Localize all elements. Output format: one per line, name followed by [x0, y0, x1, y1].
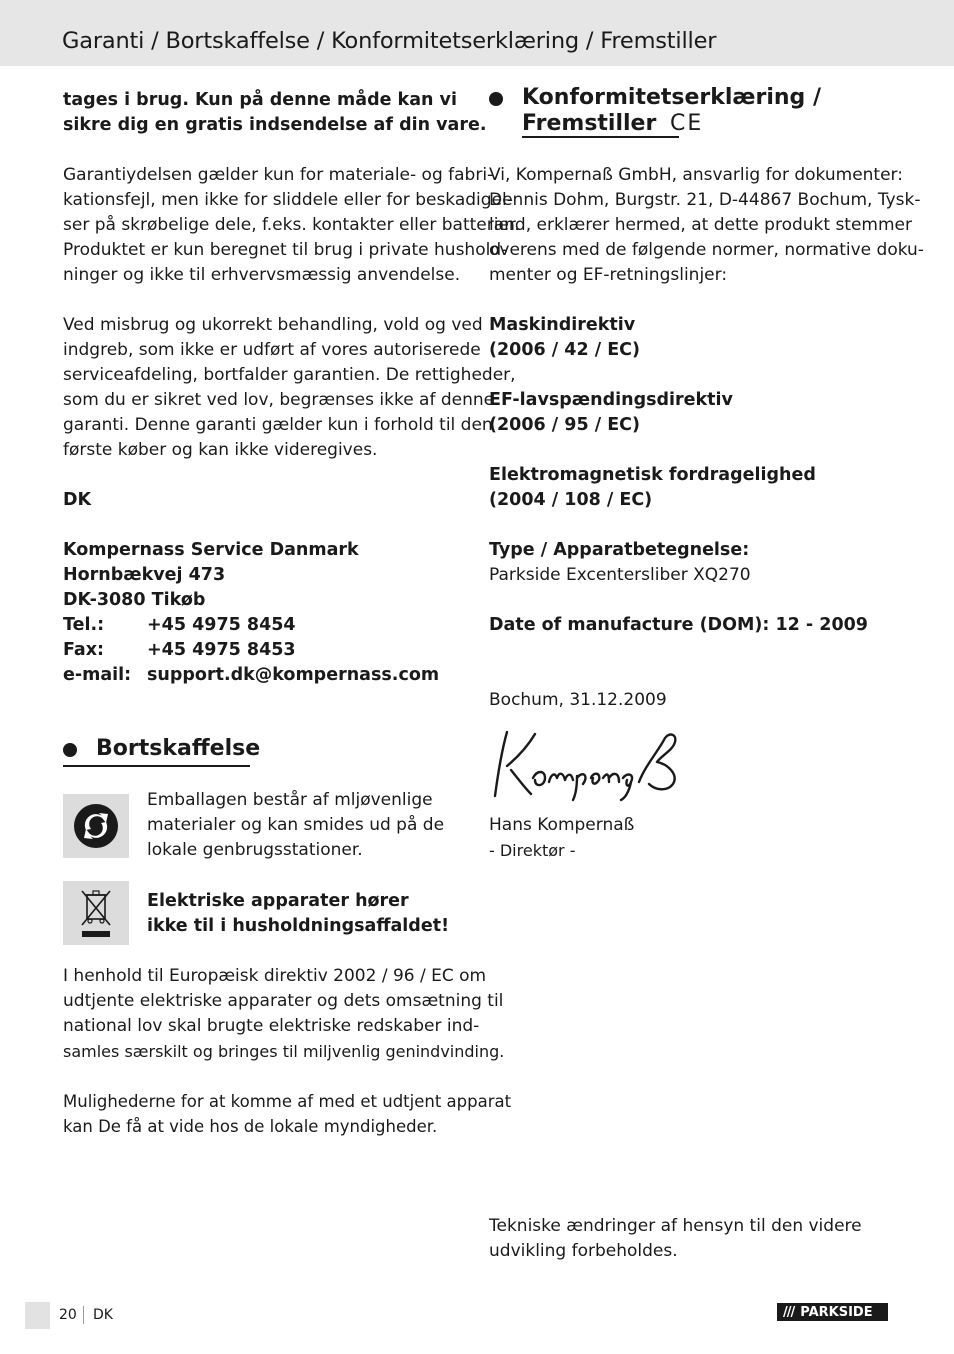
- signer-block: [489, 813, 634, 863]
- warranty-paragraph: Garantiydelsen gælder kun for materiale- og fabri- kationsfejl, men ikke for sliddele eller for beskadigel- ser på skrøbelige dele, f.eks. kontakter eller batterier. Produktet er kun beregnet til brug i private hushold- ninger og ikke til erhvervsmæssig anvendelse.: [63, 165, 520, 285]
- disposal-heading: Bortskaffelse: [96, 736, 261, 761]
- contact-list: [63, 613, 439, 688]
- authorities-paragraph: Mulighederne for at komme af med et udtjent apparat kan De få at vide hos de lokale myndigheder.: [63, 1092, 512, 1136]
- date-of-manufacture: Date of manufacture (DOM): 12 - 2009: [489, 615, 868, 635]
- place-date: Bochum, 31.12.2009: [489, 690, 667, 710]
- contact-email: e-mail: support.dk@kompernass.com: [63, 665, 440, 685]
- directive-emc: Elektromagnetisk fordragelighed (2004 / 108 / EC): [489, 465, 816, 510]
- section-bullet-icon: [489, 92, 503, 106]
- section-bullet-icon: [63, 743, 77, 757]
- misuse-paragraph: Ved misbrug og ukorrekt behandling, vold og ved indgreb, som ikke er udført af vores autoriserede serviceafdeling, bortfalder garantien. De rettigheder, som du er sikret ved lov, begrænses ikke af denne garanti. Denne garanti gælder kun i forhold til den første køber og kan ikke videregives.: [63, 315, 516, 460]
- service-address: Kompernass Service Danmark Hornbækvej 473 DK-3080 Tikøb: [63, 540, 359, 610]
- contact-fax: Fax: +45 4975 8453: [63, 640, 296, 660]
- signer-title: - Direktør -: [489, 841, 576, 860]
- footer-divider: [83, 1306, 84, 1324]
- technical-note: Tekniske ændringer af hensyn til den videre udvikling forbeholdes.: [489, 1216, 862, 1261]
- country-label: DK: [63, 490, 92, 510]
- conformity-heading: Konformitetserklæring / Fremstiller CE: [522, 85, 821, 136]
- footer-language: DK: [93, 1307, 113, 1323]
- signature: [489, 726, 689, 807]
- directive-paragraph: I henhold til Europæisk direktiv 2002 / 96 / EC om udtjente elektriske apparater og dets omsætning til national lov skal brugte elektriske redskaber ind- samles særskilt og bringes til miljvenlig genindvinding.: [63, 966, 505, 1061]
- page-header: [0, 0, 954, 66]
- recycling-icon: [63, 794, 129, 858]
- conformity-intro: Vi, Kompernaß GmbH, ansvarlig for dokumenter: Dennis Dohm, Burgstr. 21, D-44867 Bochum, Tysk- land, erklærer hermed, at dette produkt stemmer overens med de følgende normer, normative doku- menter og EF-retningslinjer:: [489, 165, 924, 285]
- packaging-text: Emballagen består af mljøvenlige materialer og kan smides ud på de lokale genbrugsstationer.: [147, 790, 445, 860]
- conformity-heading-underline: [522, 136, 679, 138]
- contact-phone: Tel.: +45 4975 8454: [63, 615, 296, 635]
- intro-bold-text: tages i brug. Kun på denne måde kan vi sikre dig en gratis indsendelse af din vare.: [63, 90, 487, 135]
- page-title: Garanti / Bortskaffelse / Konformitetserklæring / Fremstiller: [62, 28, 717, 54]
- parkside-logo: /// PARKSIDE: [777, 1303, 888, 1321]
- footer-marker: [25, 1302, 50, 1329]
- ce-mark-icon: CE: [670, 111, 704, 136]
- disposal-heading-underline: [63, 765, 250, 767]
- weee-bin-icon: [63, 881, 129, 945]
- weee-warning-text: Elektriske apparater hører ikke til i husholdningsaffaldet!: [147, 891, 450, 936]
- directive-low-voltage: EF-lavspændingsdirektiv (2006 / 95 / EC): [489, 390, 733, 435]
- directive-machinery: Maskindirektiv (2006 / 42 / EC): [489, 315, 641, 360]
- page-number: 20: [59, 1307, 77, 1323]
- signer-name: Hans Kompernaß: [489, 815, 635, 835]
- product-type: Type / Apparatbetegnelse: Parkside Excentersliber XQ270: [489, 540, 751, 585]
